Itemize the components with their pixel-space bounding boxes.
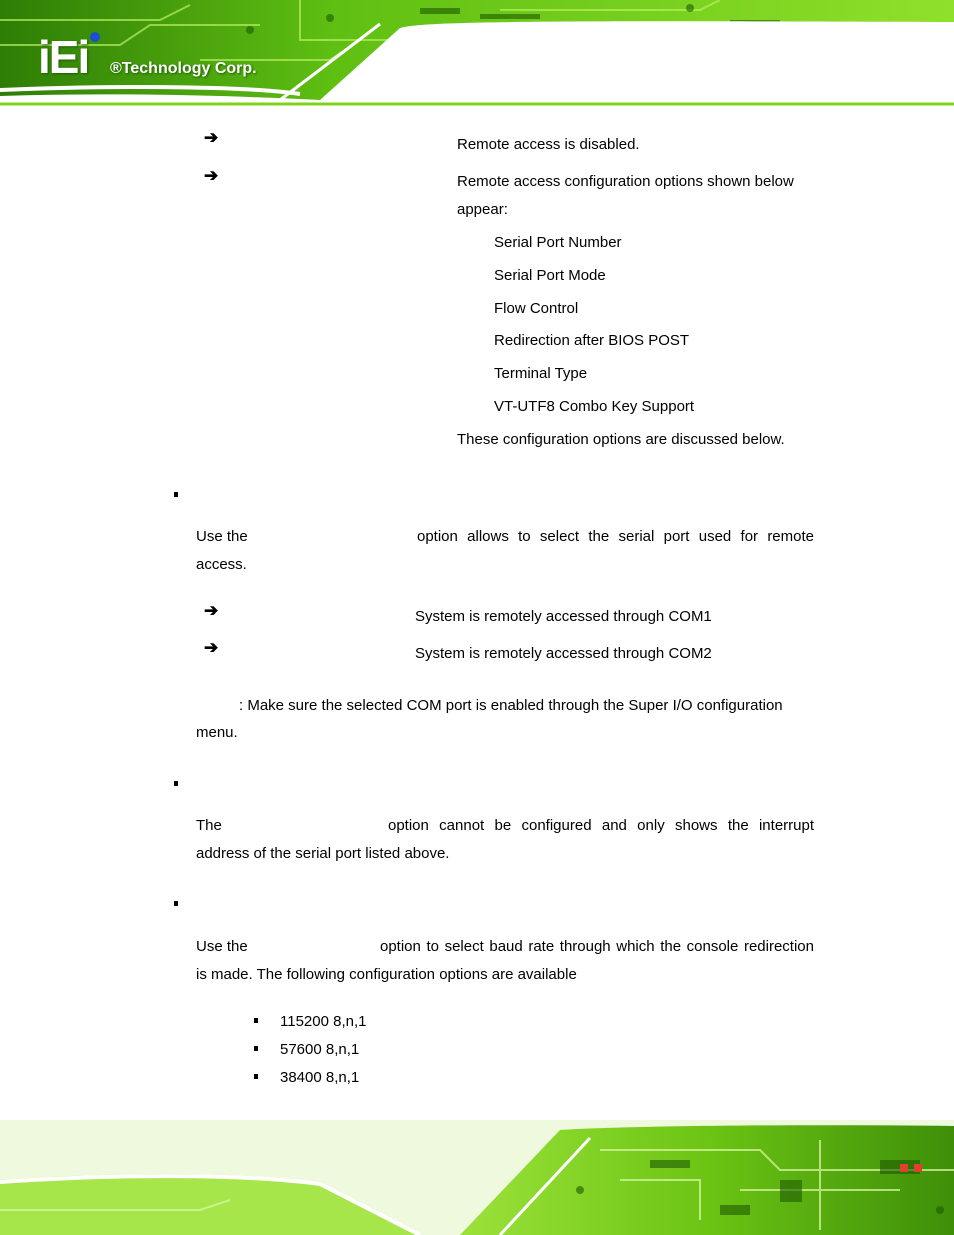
sub-options-note: These configuration options are discussed below. [457,431,785,448]
section1-text-start: Use the [196,528,248,545]
company-logo-text: ®Technology Corp. [110,60,257,77]
section2-text-end: option cannot be configured and only shows the interrupt [388,817,814,834]
section2-text-start: The [196,817,222,834]
sub-option-item: Redirection after BIOS POST [494,332,690,349]
sub-option-item: Serial Port Number [494,234,622,251]
section3-text-line2: is made. The following configuration options are available [196,966,577,983]
sub-option-item: VT-UTF8 Combo Key Support [494,398,695,415]
company-logo-mark: iEi [38,31,89,83]
baud-rate-option: 38400 8,n,1 [280,1069,360,1086]
note-text-cont: menu. [196,724,238,741]
baud-rate-option: 115200 8,n,1 [280,1013,367,1030]
com1-option-description: System is remotely accessed through COM1 [415,608,712,625]
logo-dot-icon [90,32,100,42]
baud-rate-option: 57600 8,n,1 [280,1041,360,1058]
option-enabled-description: Remote access configuration options shown below [457,173,794,190]
circuit-board-header-graphic [0,0,954,112]
section2-text-line2: address of the serial port listed above. [196,845,450,862]
list-bullet-icon [254,1074,258,1079]
section-bullet-icon [174,492,178,497]
sub-option-item: Terminal Type [494,365,588,382]
section3-text-end: option to select baud rate through which the console redirection [380,938,814,955]
sub-option-item: Serial Port Mode [494,267,606,284]
arrow-right-icon: ➔ [204,128,219,147]
page-header-banner [0,0,954,112]
note-text: : Make sure the selected COM port is enabled through the Super I/O configuration [239,697,783,714]
arrow-right-icon: ➔ [204,166,219,185]
list-bullet-icon [254,1018,258,1023]
option-enabled-description-cont: appear: [457,201,508,218]
section-bullet-icon [174,901,178,906]
com2-option-description: System is remotely accessed through COM2 [415,645,712,662]
section3-text-start: Use the [196,938,248,955]
circuit-board-footer-graphic [0,1120,954,1235]
page-footer-banner [0,1120,954,1235]
section1-text-end: option allows to select the serial port used for remote [417,528,814,545]
section1-text-line2: access. [196,556,247,573]
option-disabled-description: Remote access is disabled. [457,136,640,153]
arrow-right-icon: ➔ [204,601,219,620]
list-bullet-icon [254,1046,258,1051]
sub-option-item: Flow Control [494,300,579,317]
arrow-right-icon: ➔ [204,638,219,657]
section-bullet-icon [174,781,178,786]
